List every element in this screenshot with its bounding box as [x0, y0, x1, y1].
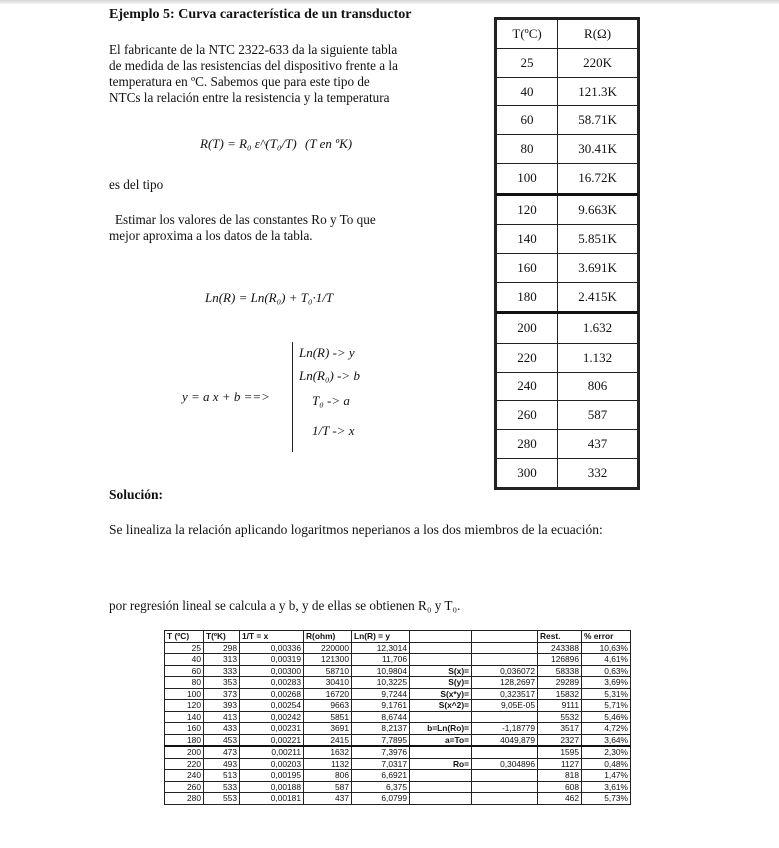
sheet-cell: 0,00283: [240, 677, 304, 689]
sheet-header-cell: R(ohm): [304, 631, 352, 643]
sheet-cell: 3,64%: [582, 734, 631, 746]
sheet-cell: [410, 770, 472, 782]
sheet-header-cell: T(ºK): [204, 631, 240, 643]
sheet-cell: 220000: [304, 642, 352, 654]
sheet-cell: 0,00188: [240, 781, 304, 793]
sheet-cell: 3691: [304, 723, 352, 735]
sheet-cell: 0,323517: [472, 688, 538, 700]
sheet-cell: [410, 654, 472, 666]
table-row: [497, 313, 638, 344]
temperature-cell: 140: [497, 225, 558, 254]
sheet-cell: 298: [204, 642, 240, 654]
sheet-row: [165, 746, 631, 758]
sheet-cell: 3,69%: [582, 677, 631, 689]
resistance-cell: 332: [558, 459, 638, 488]
table-row: [497, 282, 638, 313]
sheet-cell: [472, 746, 538, 758]
sheet-cell: 280: [165, 793, 204, 805]
table-row: [497, 343, 638, 372]
regression-text: por regresión lineal se calcula a y b, y de ellas se obtienen R₀ y T₀.: [109, 598, 461, 613]
sheet-cell: [472, 770, 538, 782]
sheet-cell: 0,00242: [240, 711, 304, 723]
sheet-cell: 353: [204, 677, 240, 689]
sheet-cell: 5851: [304, 711, 352, 723]
sheet-cell: 7,7895: [352, 734, 410, 746]
temperature-cell: 300: [497, 459, 558, 488]
ln-formula: Ln(R) = Ln(R₀) + T₀·1/T: [205, 290, 334, 305]
sheet-cell: [472, 654, 538, 666]
temperature-cell: 240: [497, 372, 558, 401]
temperature-cell: 200: [497, 313, 558, 344]
sheet-cell: 30410: [304, 677, 352, 689]
sheet-cell: S(x)=: [410, 665, 472, 677]
mapping-brace: [292, 342, 293, 452]
sheet-cell: a=To=: [410, 734, 472, 746]
resistance-cell: 1.132: [558, 343, 638, 372]
sheet-header-cell: 1/T = x: [240, 631, 304, 643]
resistance-cell: 587: [558, 401, 638, 430]
sheet-cell: 5,31%: [582, 688, 631, 700]
temperature-cell: 80: [497, 135, 558, 164]
intro-paragraph: [109, 42, 461, 106]
table-row: [497, 106, 638, 135]
sheet-cell: 121300: [304, 654, 352, 666]
sheet-cell: -1,18779: [472, 723, 538, 735]
sheet-cell: 0,00231: [240, 723, 304, 735]
intro-line: de medida de las resistencias del dispositivo frente a la: [109, 58, 398, 73]
sheet-cell: 2327: [538, 734, 582, 746]
sheet-cell: 12,3014: [352, 642, 410, 654]
sheet-cell: [472, 793, 538, 805]
sheet-cell: 453: [204, 734, 240, 746]
mapping-line: 1/T -> x: [312, 423, 355, 438]
sheet-cell: 0,00221: [240, 734, 304, 746]
sheet-cell: 58338: [538, 665, 582, 677]
sheet-cell: 5,73%: [582, 793, 631, 805]
sheet-cell: 462: [538, 793, 582, 805]
sheet-cell: 2,30%: [582, 746, 631, 758]
sheet-row: [165, 665, 631, 677]
resistance-cell: 2.415K: [558, 282, 638, 313]
sheet-cell: 1132: [304, 758, 352, 770]
sheet-row: [165, 758, 631, 770]
sheet-cell: 1632: [304, 746, 352, 758]
resistance-cell: 58.71K: [558, 106, 638, 135]
sheet-cell: 2415: [304, 734, 352, 746]
sheet-cell: 16720: [304, 688, 352, 700]
sheet-cell: 25: [165, 642, 204, 654]
model-formula: R(T) = R₀ ε^(T₀/T): [200, 136, 297, 151]
sheet-cell: 243388: [538, 642, 582, 654]
sheet-cell: [472, 711, 538, 723]
sheet-cell: 513: [204, 770, 240, 782]
sheet-cell: 15832: [538, 688, 582, 700]
sheet-cell: 0,00254: [240, 700, 304, 712]
sheet-cell: 608: [538, 781, 582, 793]
temperature-cell: 220: [497, 343, 558, 372]
table-row: [497, 372, 638, 401]
temperature-cell: 40: [497, 77, 558, 106]
sheet-header-cell: Ln(R) = y: [352, 631, 410, 643]
sheet-row: [165, 688, 631, 700]
temperature-cell: 160: [497, 253, 558, 282]
resistance-cell: 9.663K: [558, 194, 638, 225]
sheet-header-cell: [472, 631, 538, 643]
sheet-cell: 140: [165, 711, 204, 723]
sheet-cell: 0,63%: [582, 665, 631, 677]
sheet-cell: 240: [165, 770, 204, 782]
sheet-cell: 4,61%: [582, 654, 631, 666]
sheet-cell: [410, 781, 472, 793]
type-text: es del tipo: [109, 177, 164, 192]
resistance-cell: 437: [558, 430, 638, 459]
sheet-cell: 393: [204, 700, 240, 712]
sheet-cell: 7,0317: [352, 758, 410, 770]
resistance-cell: 5.851K: [558, 225, 638, 254]
mapping-line: Ln(R) -> y: [299, 345, 355, 360]
header-cell: T(ºC): [497, 20, 558, 49]
sheet-cell: 0,00336: [240, 642, 304, 654]
sheet-cell: 0,00203: [240, 758, 304, 770]
sheet-cell: 5532: [538, 711, 582, 723]
sheet-cell: Ro=: [410, 758, 472, 770]
resistance-cell: 3.691K: [558, 253, 638, 282]
sheet-cell: b=Ln(Ro)=: [410, 723, 472, 735]
sheet-cell: 4049,879: [472, 734, 538, 746]
sheet-cell: 126896: [538, 654, 582, 666]
table-header-row: [497, 20, 638, 49]
sheet-row: [165, 781, 631, 793]
resistance-cell: 1.632: [558, 313, 638, 344]
temperature-cell: 280: [497, 430, 558, 459]
table-row: [497, 225, 638, 254]
sheet-row: [165, 793, 631, 805]
resistance-table: [494, 17, 640, 490]
sheet-cell: 180: [165, 734, 204, 746]
sheet-cell: 4,72%: [582, 723, 631, 735]
sheet-cell: 437: [304, 793, 352, 805]
table-row: [497, 459, 638, 488]
sheet-cell: 11,706: [352, 654, 410, 666]
resistance-cell: 121.3K: [558, 77, 638, 106]
sheet-cell: 8,2137: [352, 723, 410, 735]
sheet-cell: S(y)=: [410, 677, 472, 689]
sheet-cell: 40: [165, 654, 204, 666]
sheet-cell: 3517: [538, 723, 582, 735]
sheet-cell: [410, 642, 472, 654]
sheet-cell: 587: [304, 781, 352, 793]
resistance-cell: 806: [558, 372, 638, 401]
sheet-header-cell: Rest.: [538, 631, 582, 643]
sheet-cell: 100: [165, 688, 204, 700]
sheet-cell: 8,6744: [352, 711, 410, 723]
sheet-cell: 6,0799: [352, 793, 410, 805]
sheet-cell: 29289: [538, 677, 582, 689]
header-cell: R(Ω): [558, 20, 638, 49]
sheet-cell: [410, 746, 472, 758]
linear-form: y = a x + b ==>: [182, 389, 270, 404]
sheet-cell: 9,7244: [352, 688, 410, 700]
sheet-cell: 160: [165, 723, 204, 735]
sheet-cell: 9,05E-05: [472, 700, 538, 712]
mapping-line: Ln(R₀) -> b: [299, 368, 360, 383]
table-row: [497, 164, 638, 195]
sheet-header-row: [165, 631, 631, 643]
temperature-cell: 100: [497, 164, 558, 195]
sheet-cell: 1595: [538, 746, 582, 758]
sheet-cell: 313: [204, 654, 240, 666]
sheet-cell: [472, 642, 538, 654]
solution-heading: Solución:: [109, 487, 164, 502]
sheet-cell: 10,9804: [352, 665, 410, 677]
sheet-cell: 433: [204, 723, 240, 735]
sheet-cell: 818: [538, 770, 582, 782]
table-row: [497, 48, 638, 77]
intro-line: temperatura en ºC. Sabemos que para este tipo de: [109, 74, 370, 89]
sheet-cell: 806: [304, 770, 352, 782]
resistance-cell: 16.72K: [558, 164, 638, 195]
sheet-cell: 0,00319: [240, 654, 304, 666]
sheet-cell: 333: [204, 665, 240, 677]
sheet-cell: 553: [204, 793, 240, 805]
sheet-cell: 120: [165, 700, 204, 712]
sheet-cell: 373: [204, 688, 240, 700]
sheet-cell: 533: [204, 781, 240, 793]
sheet-cell: 6,6921: [352, 770, 410, 782]
sheet-cell: 0,00181: [240, 793, 304, 805]
estimate-line: Estimar los valores de las constantes Ro y To que: [115, 212, 376, 227]
sheet-cell: 9111: [538, 700, 582, 712]
sheet-cell: 0,48%: [582, 758, 631, 770]
sheet-cell: 1127: [538, 758, 582, 770]
sheet-cell: 7,3976: [352, 746, 410, 758]
sheet-row: [165, 770, 631, 782]
sheet-cell: 10,63%: [582, 642, 631, 654]
resistance-cell: 30.41K: [558, 135, 638, 164]
sheet-cell: 9,1761: [352, 700, 410, 712]
sheet-cell: 220: [165, 758, 204, 770]
sheet-cell: 60: [165, 665, 204, 677]
sheet-row: [165, 677, 631, 689]
estimate-line: mejor aproxima a los datos de la tabla.: [109, 228, 313, 243]
sheet-header-cell: [410, 631, 472, 643]
model-formula-note: (T en ºK): [305, 136, 353, 151]
sheet-cell: 473: [204, 746, 240, 758]
sheet-cell: 10,3225: [352, 677, 410, 689]
resistance-cell: 220K: [558, 48, 638, 77]
sheet-row: [165, 642, 631, 654]
sheet-cell: [410, 793, 472, 805]
page-title: Ejemplo 5: Curva característica de un transductor: [109, 7, 412, 22]
sheet-cell: S(x^2)=: [410, 700, 472, 712]
intro-line: NTCs la relación entre la resistencia y la temperatura: [109, 90, 390, 105]
sheet-cell: 0,304896: [472, 758, 538, 770]
solution-text: Se linealiza la relación aplicando logaritmos neperianos a los dos miembros de la ecuación:: [109, 522, 603, 537]
temperature-cell: 25: [497, 48, 558, 77]
sheet-cell: 260: [165, 781, 204, 793]
sheet-header-cell: % error: [582, 631, 631, 643]
temperature-cell: 120: [497, 194, 558, 225]
sheet-cell: [472, 781, 538, 793]
sheet-cell: 0,00195: [240, 770, 304, 782]
temperature-cell: 180: [497, 282, 558, 313]
sheet-cell: [410, 711, 472, 723]
sheet-cell: 5,71%: [582, 700, 631, 712]
sheet-cell: 80: [165, 677, 204, 689]
sheet-cell: S(x*y)=: [410, 688, 472, 700]
table-row: [497, 401, 638, 430]
mapping-line: T₀ -> a: [312, 393, 350, 408]
regression-spreadsheet: [164, 630, 630, 805]
window-top-edge: [0, 0, 779, 4]
sheet-cell: 5,46%: [582, 711, 631, 723]
sheet-cell: 1,47%: [582, 770, 631, 782]
sheet-row: [165, 723, 631, 735]
sheet-row: [165, 700, 631, 712]
sheet-cell: 0,00300: [240, 665, 304, 677]
sheet-header-cell: T (ºC): [165, 631, 204, 643]
temperature-cell: 60: [497, 106, 558, 135]
table-row: [497, 77, 638, 106]
table-row: [497, 430, 638, 459]
sheet-cell: 200: [165, 746, 204, 758]
table-row: [497, 194, 638, 225]
sheet-row: [165, 711, 631, 723]
estimate-paragraph: [109, 212, 461, 244]
sheet-cell: 413: [204, 711, 240, 723]
sheet-cell: 58710: [304, 665, 352, 677]
temperature-cell: 260: [497, 401, 558, 430]
sheet-row: [165, 654, 631, 666]
sheet-row: [165, 734, 631, 746]
sheet-cell: 0,036072: [472, 665, 538, 677]
sheet-cell: 128,2697: [472, 677, 538, 689]
sheet-cell: 0,00211: [240, 746, 304, 758]
intro-line: El fabricante de la NTC 2322-633 da la siguiente tabla: [109, 42, 398, 57]
sheet-cell: 6,375: [352, 781, 410, 793]
table-row: [497, 253, 638, 282]
sheet-cell: 3,61%: [582, 781, 631, 793]
sheet-cell: 0,00268: [240, 688, 304, 700]
sheet-cell: 493: [204, 758, 240, 770]
table-row: [497, 135, 638, 164]
sheet-cell: 9663: [304, 700, 352, 712]
